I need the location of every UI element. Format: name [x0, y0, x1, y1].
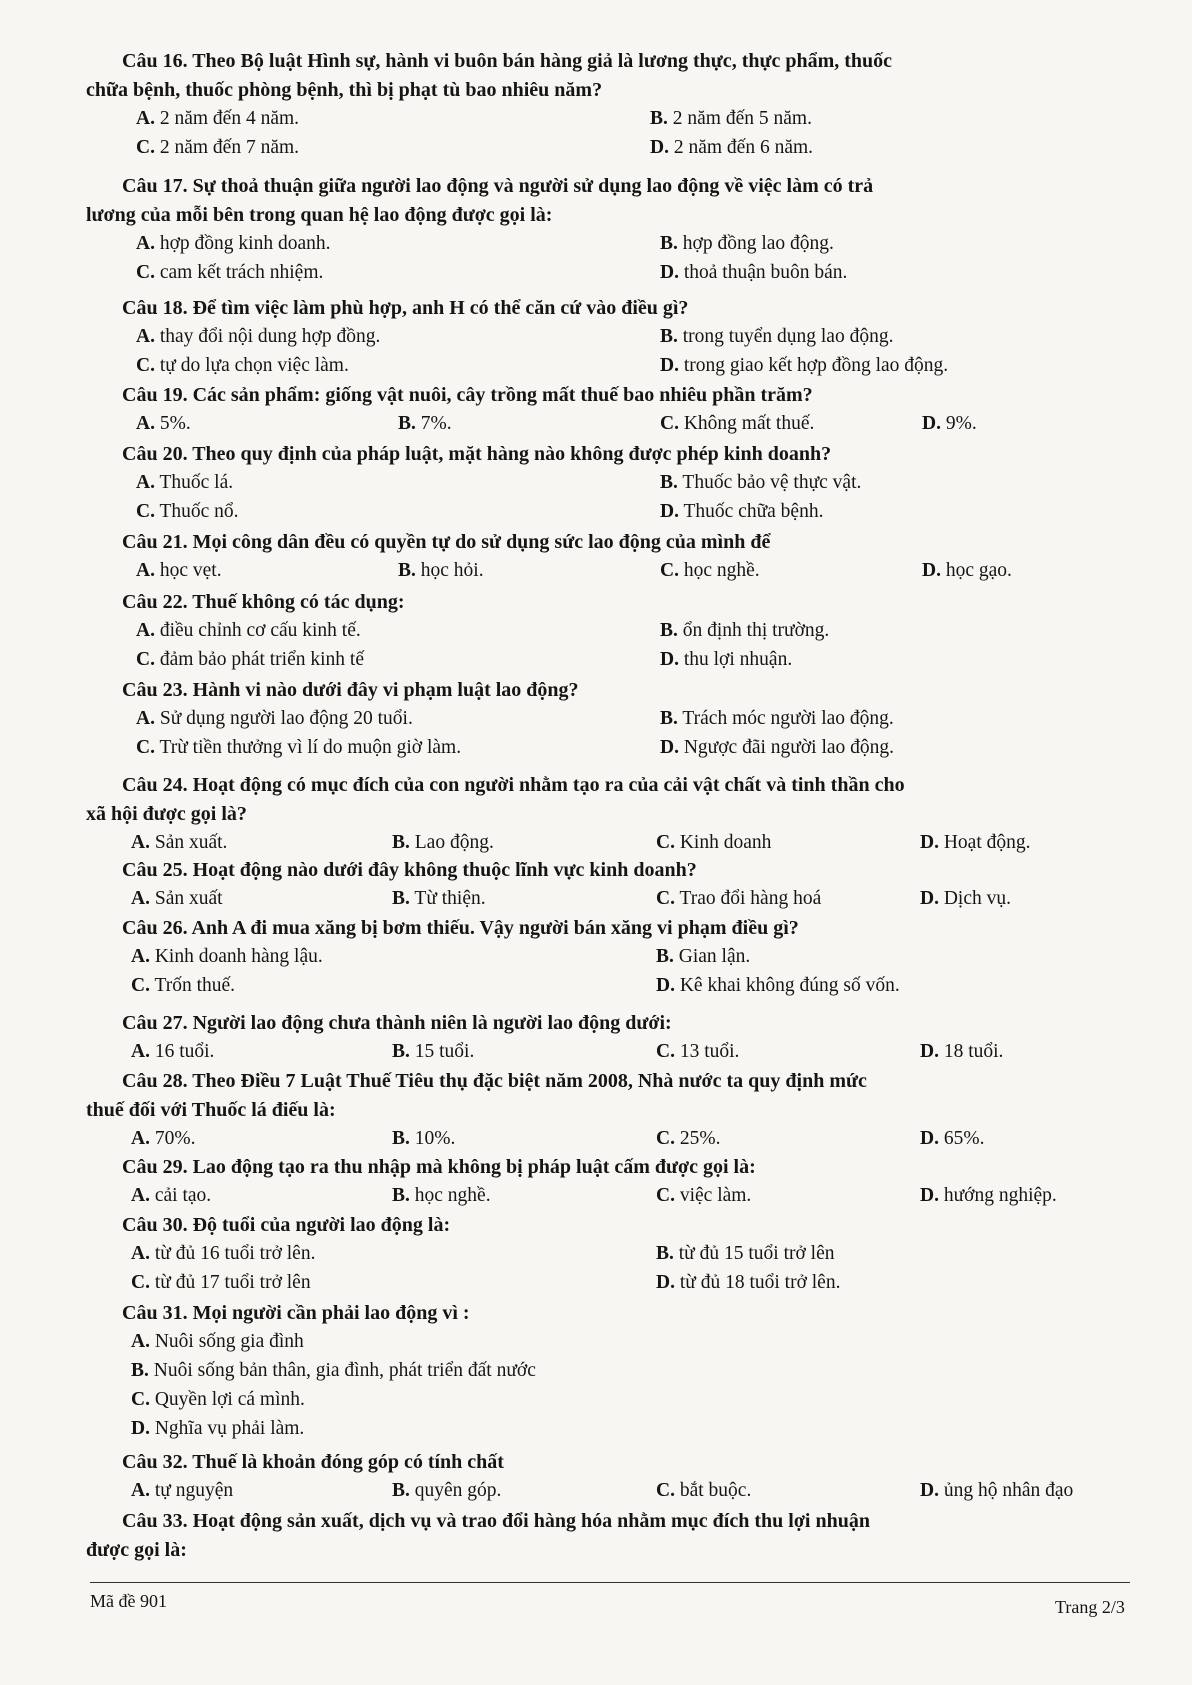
option-letter: C. [136, 649, 155, 670]
option-letter: B. [398, 413, 416, 434]
question-text: thuế đối với Thuốc lá điếu là: [86, 1099, 336, 1121]
option-letter: D. [920, 832, 939, 853]
option-text: 7%. [415, 413, 452, 434]
option-text: học vẹt. [154, 560, 222, 581]
answer-option [131, 1329, 304, 1355]
option-text: từ đủ 18 tuổi trở lên. [674, 1272, 841, 1293]
option-text: học gạo. [940, 560, 1012, 581]
option-letter: D. [656, 1272, 675, 1293]
option-text: thoả thuận buôn bán. [678, 262, 848, 283]
question-text: Câu 24. Hoạt động có mục đích của con người nhằm tạo ra của cải vật chất và tinh thần cho [122, 774, 905, 796]
option-letter: C. [131, 1272, 150, 1293]
option-letter: B. [650, 108, 668, 129]
option-text: 70%. [149, 1128, 196, 1149]
option-text: Kê khai không đúng số vốn. [674, 975, 900, 996]
answer-option [660, 231, 834, 257]
question-text: Câu 26. Anh A đi mua xăng bị bơm thiếu. Vậy người bán xăng vi phạm điều gì? [122, 917, 799, 939]
answer-option [392, 830, 494, 856]
option-letter: C. [131, 1389, 150, 1410]
option-text: 25%. [674, 1128, 721, 1149]
option-text: Nuôi sống bản thân, gia đình, phát triển đất nước [148, 1360, 536, 1381]
answer-option [131, 1039, 214, 1065]
option-letter: D. [920, 888, 939, 909]
question-text: Câu 19. Các sản phẩm: giống vật nuôi, cây trồng mất thuế bao nhiêu phần trăm? [122, 384, 813, 406]
option-letter: B. [392, 1128, 410, 1149]
option-text: từ đủ 17 tuổi trở lên [149, 1272, 311, 1293]
question-text: Câu 28. Theo Điều 7 Luật Thuế Tiêu thụ đặc biệt năm 2008, Nhà nước ta quy định mức [122, 1070, 867, 1092]
answer-option [136, 353, 349, 379]
option-letter: B. [392, 832, 410, 853]
answer-option [656, 1126, 720, 1152]
answer-option [392, 886, 486, 912]
answer-option [392, 1039, 474, 1065]
answer-option [660, 499, 823, 525]
option-letter: A. [131, 1331, 150, 1352]
option-letter: C. [656, 1128, 675, 1149]
option-text: trong tuyển dụng lao động. [677, 326, 894, 347]
option-text: 2 năm đến 4 năm. [154, 108, 300, 129]
option-text: Gian lận. [673, 946, 751, 967]
answer-option [131, 1241, 315, 1267]
option-letter: D. [656, 975, 675, 996]
exam-code: Mã đề 901 [90, 1591, 167, 1611]
answer-option [131, 1416, 304, 1442]
answer-option [136, 735, 461, 761]
option-text: từ đủ 15 tuổi trở lên [673, 1243, 835, 1264]
option-letter: C. [656, 1041, 675, 1062]
option-text: 2 năm đến 5 năm. [667, 108, 812, 129]
option-text: Ngược đãi người lao động. [678, 737, 895, 758]
answer-option [131, 830, 227, 856]
answer-option [136, 260, 323, 286]
answer-option [920, 1478, 1073, 1504]
page-number: Trang 2/3 [1055, 1597, 1125, 1617]
option-letter: D. [660, 501, 679, 522]
answer-option [392, 1126, 455, 1152]
option-letter: B. [392, 1041, 410, 1062]
answer-option [131, 1126, 195, 1152]
option-text: Thuốc nổ. [154, 501, 239, 522]
answer-option [392, 1478, 501, 1504]
answer-option [920, 1126, 984, 1152]
option-letter: D. [922, 413, 941, 434]
question-text: Câu 30. Độ tuổi của người lao động là: [122, 1214, 451, 1236]
question-text: Câu 22. Thuế không có tác dụng: [122, 591, 405, 613]
option-text: Nghĩa vụ phải làm. [149, 1418, 305, 1439]
option-text: cải tạo. [149, 1185, 212, 1206]
answer-option [131, 1270, 311, 1296]
question-text: lương của mỗi bên trong quan hệ lao động được gọi là: [86, 204, 553, 226]
answer-option [660, 260, 847, 286]
option-letter: D. [922, 560, 941, 581]
option-text: Trốn thuế. [149, 975, 236, 996]
answer-option [656, 973, 900, 999]
question-text: được gọi là: [86, 1539, 187, 1561]
option-text: 5%. [154, 413, 191, 434]
option-text: hợp đồng kinh doanh. [154, 233, 331, 254]
answer-option [136, 706, 413, 732]
answer-option [398, 558, 484, 584]
option-letter: B. [660, 620, 678, 641]
option-letter: A. [131, 1185, 150, 1206]
option-text: trong giao kết hợp đồng lao động. [678, 355, 949, 376]
answer-option [131, 1183, 211, 1209]
answer-option [136, 647, 364, 673]
option-letter: B. [131, 1360, 149, 1381]
option-text: 16 tuổi. [149, 1041, 215, 1062]
answer-option [660, 353, 948, 379]
answer-option [920, 830, 1031, 856]
option-letter: D. [660, 355, 679, 376]
option-letter: D. [920, 1480, 939, 1501]
option-letter: A. [131, 946, 150, 967]
footer-divider [90, 1582, 1130, 1583]
option-text: Dịch vụ. [938, 888, 1011, 909]
option-letter: C. [136, 501, 155, 522]
option-text: Trách móc người lao động. [677, 708, 894, 729]
answer-option [650, 135, 813, 161]
option-letter: A. [136, 472, 155, 493]
option-text: học nghề. [409, 1185, 491, 1206]
question-text: Câu 25. Hoạt động nào dưới đây không thuộc lĩnh vực kinh doanh? [122, 859, 697, 881]
option-letter: A. [131, 1128, 150, 1149]
option-text: ủng hộ nhân đạo [938, 1480, 1074, 1501]
option-letter: A. [131, 1243, 150, 1264]
question-text: Câu 20. Theo quy định của pháp luật, mặt hàng nào không được phép kinh doanh? [122, 443, 832, 465]
question-text: Câu 32. Thuế là khoản đóng góp có tính chất [122, 1451, 504, 1473]
option-text: Thuốc bảo vệ thực vật. [677, 472, 862, 493]
answer-option [131, 886, 223, 912]
question-text: Câu 16. Theo Bộ luật Hình sự, hành vi buôn bán hàng giả là lương thực, thực phẩm, thuốc [122, 50, 893, 72]
answer-option [660, 324, 893, 350]
option-letter: A. [136, 326, 155, 347]
option-text: học nghề. [678, 560, 760, 581]
answer-option [656, 886, 821, 912]
answer-option [656, 1241, 835, 1267]
option-letter: B. [660, 233, 678, 254]
option-letter: D. [920, 1041, 939, 1062]
answer-option [392, 1183, 491, 1209]
option-letter: B. [392, 1185, 410, 1206]
option-letter: C. [660, 560, 679, 581]
option-letter: C. [136, 137, 155, 158]
question-text: Câu 18. Để tìm việc làm phù hợp, anh H có thể căn cứ vào điều gì? [122, 297, 689, 319]
option-text: 9%. [940, 413, 977, 434]
option-letter: D. [660, 262, 679, 283]
option-letter: B. [392, 1480, 410, 1501]
question-text: chữa bệnh, thuốc phòng bệnh, thì bị phạt tù bao nhiêu năm? [86, 79, 603, 101]
answer-option [131, 1358, 536, 1384]
option-text: hợp đồng lao động. [677, 233, 834, 254]
option-text: điều chỉnh cơ cấu kinh tế. [154, 620, 361, 641]
answer-option [656, 944, 750, 970]
answer-option [660, 470, 861, 496]
option-text: Nuôi sống gia đình [149, 1331, 304, 1352]
option-letter: A. [136, 233, 155, 254]
question-text: Câu 23. Hành vi nào dưới đây vi phạm luật lao động? [122, 679, 579, 701]
answer-option [136, 231, 330, 257]
option-text: bắt buộc. [674, 1480, 752, 1501]
answer-option [922, 411, 977, 437]
answer-option [136, 324, 380, 350]
option-text: 13 tuổi. [674, 1041, 740, 1062]
answer-option [920, 1039, 1003, 1065]
option-letter: B. [660, 472, 678, 493]
question-text: Câu 33. Hoạt động sản xuất, dịch vụ và trao đổi hàng hóa nhằm mục đích thu lợi nhuận [122, 1510, 870, 1532]
option-text: 15 tuổi. [409, 1041, 475, 1062]
option-text: tự do lựa chọn việc làm. [154, 355, 349, 376]
option-letter: A. [136, 620, 155, 641]
option-text: 2 năm đến 7 năm. [154, 137, 300, 158]
option-text: Kinh doanh hàng lậu. [149, 946, 323, 967]
question-text: Câu 29. Lao động tạo ra thu nhập mà không bị pháp luật cấm được gọi là: [122, 1156, 756, 1178]
option-text: 10%. [409, 1128, 456, 1149]
answer-option [922, 558, 1012, 584]
option-text: từ đủ 16 tuổi trở lên. [149, 1243, 316, 1264]
option-text: ổn định thị trường. [677, 620, 830, 641]
option-text: Hoạt động. [938, 832, 1031, 853]
question-text: xã hội được gọi là? [86, 803, 247, 825]
option-text: Quyền lợi cá mình. [149, 1389, 305, 1410]
answer-option [656, 1039, 739, 1065]
option-text: việc làm. [674, 1185, 752, 1206]
option-letter: A. [131, 1480, 150, 1501]
option-text: Sản xuất. [149, 832, 228, 853]
option-letter: A. [136, 708, 155, 729]
answer-option [656, 1270, 840, 1296]
option-letter: C. [136, 262, 155, 283]
option-letter: C. [656, 888, 675, 909]
option-text: Trao đổi hàng hoá [674, 888, 822, 909]
answer-option [131, 973, 235, 999]
option-letter: C. [136, 355, 155, 376]
answer-option [650, 106, 812, 132]
option-text: quyên góp. [409, 1480, 502, 1501]
option-text: hướng nghiệp. [938, 1185, 1057, 1206]
option-letter: D. [660, 649, 679, 670]
answer-option [660, 618, 829, 644]
answer-option [656, 1183, 751, 1209]
option-letter: C. [660, 413, 679, 434]
answer-option [656, 1478, 751, 1504]
option-text: Thuốc chữa bệnh. [678, 501, 824, 522]
answer-option [660, 411, 814, 437]
option-text: Từ thiện. [409, 888, 486, 909]
question-text: Câu 31. Mọi người cần phải lao động vì : [122, 1302, 470, 1324]
option-text: Trừ tiền thưởng vì lí do muộn giờ làm. [154, 737, 462, 758]
option-text: cam kết trách nhiệm. [154, 262, 324, 283]
option-text: thu lợi nhuận. [678, 649, 793, 670]
option-text: 2 năm đến 6 năm. [668, 137, 814, 158]
option-letter: B. [398, 560, 416, 581]
option-letter: A. [131, 832, 150, 853]
option-letter: C. [656, 1480, 675, 1501]
answer-option [660, 735, 894, 761]
question-text: Câu 27. Người lao động chưa thành niên là người lao động dưới: [122, 1012, 672, 1034]
option-letter: D. [660, 737, 679, 758]
option-letter: C. [656, 1185, 675, 1206]
option-letter: A. [136, 560, 155, 581]
option-letter: B. [656, 1243, 674, 1264]
option-text: 18 tuổi. [938, 1041, 1004, 1062]
answer-option [131, 1387, 305, 1413]
option-text: đảm bảo phát triển kinh tế [154, 649, 364, 670]
answer-option [136, 618, 361, 644]
option-letter: D. [131, 1418, 150, 1439]
option-letter: C. [131, 975, 150, 996]
option-letter: B. [392, 888, 410, 909]
option-text: Thuốc lá. [154, 472, 234, 493]
answer-option [660, 558, 760, 584]
option-letter: A. [131, 1041, 150, 1062]
option-letter: A. [131, 888, 150, 909]
option-text: Sản xuất [149, 888, 223, 909]
option-letter: C. [656, 832, 675, 853]
option-text: 65%. [938, 1128, 985, 1149]
answer-option [136, 411, 191, 437]
option-text: Kinh doanh [674, 832, 772, 853]
option-text: Sử dụng người lao động 20 tuổi. [154, 708, 413, 729]
answer-option [398, 411, 452, 437]
option-letter: D. [920, 1128, 939, 1149]
option-letter: B. [660, 708, 678, 729]
option-letter: C. [136, 737, 155, 758]
option-text: thay đổi nội dung hợp đồng. [154, 326, 381, 347]
option-letter: D. [650, 137, 669, 158]
answer-option [660, 706, 894, 732]
option-letter: A. [136, 413, 155, 434]
option-letter: A. [136, 108, 155, 129]
answer-option [136, 470, 233, 496]
answer-option [131, 944, 323, 970]
answer-option [920, 1183, 1057, 1209]
question-text: Câu 17. Sự thoả thuận giữa người lao động và người sử dụng lao động về việc làm có trả [122, 175, 874, 197]
answer-option [660, 647, 792, 673]
answer-option [136, 135, 299, 161]
answer-option [136, 106, 299, 132]
answer-option [136, 499, 239, 525]
question-text: Câu 21. Mọi công dân đều có quyền tự do sử dụng sức lao động của mình để [122, 531, 771, 553]
option-text: Không mất thuế. [678, 413, 815, 434]
answer-option [136, 558, 222, 584]
answer-option [920, 886, 1011, 912]
answer-option [656, 830, 771, 856]
option-letter: B. [660, 326, 678, 347]
option-letter: D. [920, 1185, 939, 1206]
option-text: Lao động. [409, 832, 494, 853]
answer-option [131, 1478, 233, 1504]
option-text: tự nguyện [149, 1480, 234, 1501]
option-letter: B. [656, 946, 674, 967]
option-text: học hỏi. [415, 560, 484, 581]
